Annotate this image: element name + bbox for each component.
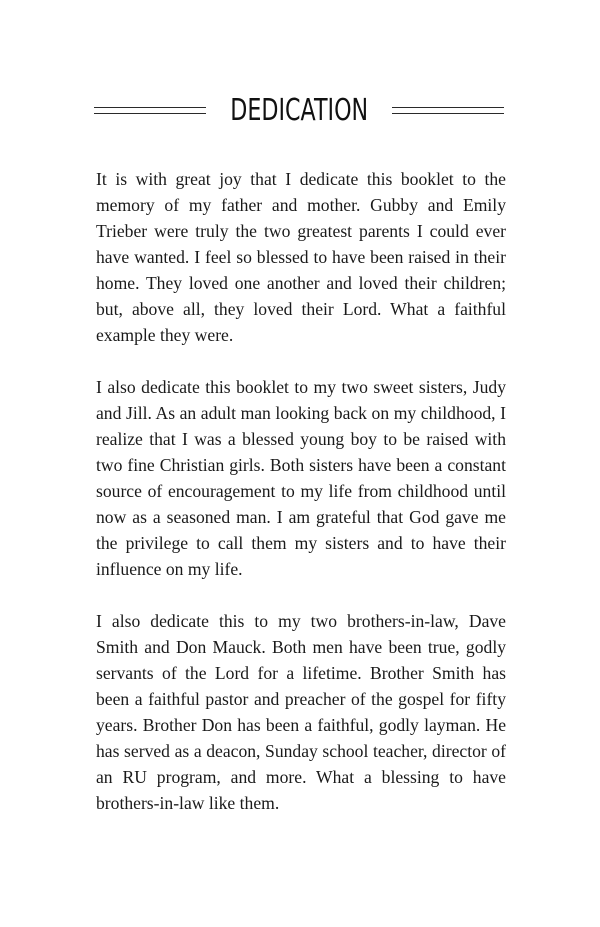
paragraph-parents: It is with great joy that I dedicate this booklet to the memory of my father and mother. Gubby and Emily Trieber were truly the two greatest parents I could ever have wanted. I feel so blessed to have been raised in their home. They loved one another and loved their children; but, above all, they loved their Lord. What a faithful example they were. xyxy=(96,169,506,345)
page-title: DEDICATION xyxy=(230,92,368,128)
body-text xyxy=(96,166,506,816)
paragraph-brothers-in-law: I also dedicate this to my two brothers-in-law, Dave Smith and Don Mauck. Both men have been true, godly servants of the Lord for a lifetime. Brother Smith has been a faithful pastor and preacher of the gospel for fifty years. Brother Don has been a faithful, godly layman. He has served as a deacon, Sunday school teacher, director of an RU program, and more. What a blessing to have brothers-in-law like them. xyxy=(96,611,506,813)
right-double-rule xyxy=(392,107,504,114)
heading xyxy=(94,88,504,132)
left-double-rule xyxy=(94,107,206,114)
paragraph-sisters: I also dedicate this booklet to my two sweet sisters, Judy and Jill. As an adult man looking back on my childhood, I realize that I was a blessed young boy to be raised with two fine Christian girls. Both sisters have been a constant source of encouragement to my life from childhood until now as a seasoned man. I am grateful that God gave me the privilege to call them my sisters and to have their influence on my life. xyxy=(96,377,506,579)
